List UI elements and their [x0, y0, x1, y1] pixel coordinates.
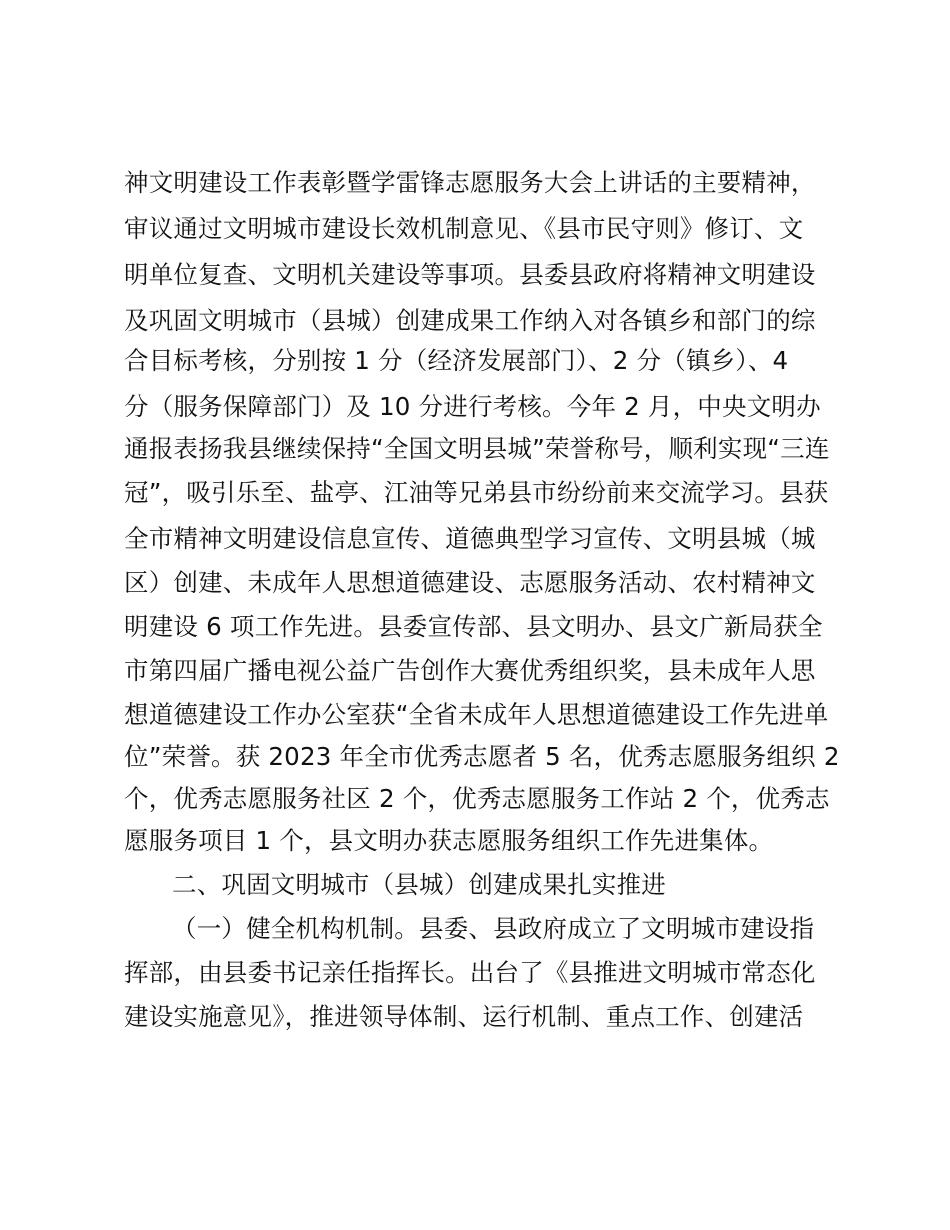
text-line: 审议通过文明城市建设长效机制意见、《县市民守则》修订、文 [124, 214, 804, 243]
text-line: 想道德建设工作办公室获“全省未成年人思想道德建设工作先进单 [124, 700, 829, 729]
text-line: 及巩固文明城市（县城）创建成果工作纳入对各镇乡和部门的综 [124, 306, 816, 335]
text-line: 合目标考核，分别按 1 分（经济发展部门）、2 分（镇乡）、4 [124, 346, 789, 375]
text-line: 明单位复查、文明机关建设等事项。县委县政府将精神文明建设 [124, 260, 816, 289]
text-line: 愿服务项目 1 个，县文明办获志愿服务组织工作先进集体。 [124, 826, 774, 855]
text-line: 通报表扬我县继续保持“全国文明县城”荣誉称号，顺利实现“三连 [124, 434, 830, 463]
text-line: 冠”，吸引乐至、盐亭、江油等兄弟县市纷纷前来交流学习。县获 [124, 478, 829, 507]
section-heading: 二、巩固文明城市（县城）创建成果扎实推进 [172, 870, 666, 899]
text-line: 市第四届广播电视公益广告创作大赛优秀组织奖，县未成年人思 [124, 656, 816, 685]
text-line: 位”荣誉。获 2023 年全市优秀志愿者 5 名，优秀志愿服务组织 2 [124, 742, 840, 771]
text-line: 建设实施意见》，推进领导体制、运行机制、重点工作、创建活 [124, 1002, 804, 1031]
text-line: 明建设 6 项工作先进。县委宣传部、县文明办、县文广新局获全 [124, 612, 823, 641]
text-line: 挥部，由县委书记亲任指挥长。出台了《县推进文明城市常态化 [124, 958, 816, 987]
text-line: （一）健全机构机制。县委、县政府成立了文明城市建设指 [172, 914, 815, 943]
text-line: 神文明建设工作表彰暨学雷锋志愿服务大会上讲话的主要精神， [124, 168, 816, 197]
text-line: 全市精神文明建设信息宣传、道德典型学习宣传、文明县城（城 [124, 524, 816, 553]
text-line: 分（服务保障部门）及 10 分进行考核。今年 2 月，中央文明办 [124, 392, 821, 421]
text-line: 个，优秀志愿服务社区 2 个，优秀志愿服务工作站 2 个，优秀志 [124, 784, 830, 813]
text-line: 区）创建、未成年人思想道德建设、志愿服务活动、农村精神文 [124, 568, 816, 597]
